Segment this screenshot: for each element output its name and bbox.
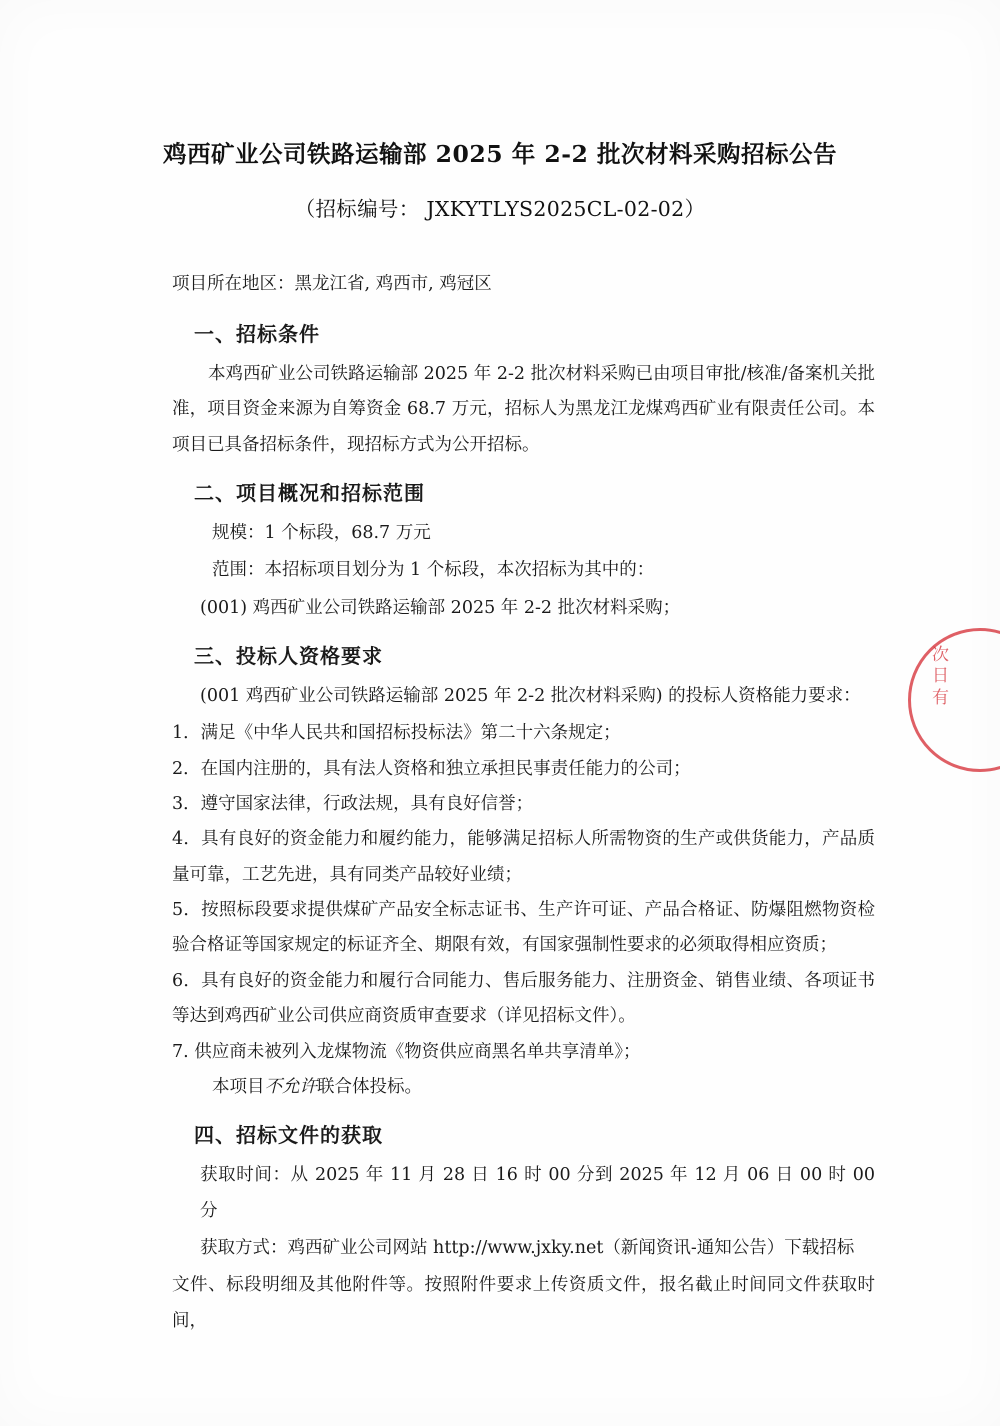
section-heading-four: 四、招标文件的获取 <box>194 1123 383 1148</box>
acquire-time: 获取时间：从 2025 年 11 月 28 日 16 时 00 分到 2025 年 12 月 06 日 00 时 00 分 <box>200 1165 875 1221</box>
list-item: 2．在国内注册的，具有法人资格和独立承担民事责任能力的公司； <box>172 758 691 779</box>
project-scale: 规模：1 个标段，68.7 万元 <box>212 523 431 544</box>
section-heading-two: 二、项目概况和招标范围 <box>194 481 425 506</box>
list-item: 6．具有良好的资金能力和履行合同能力、售后服务能力、注册资金、销售业绩、各项证书等达到鸡西矿业公司供应商资质审查要求（详见招标文件）。 <box>172 970 875 1027</box>
list-item: 1．满足《中华人民共和国招标投标法》第二十六条规定； <box>172 723 621 744</box>
section-heading-three: 三、投标人资格要求 <box>194 644 383 669</box>
acquire-method-line2: 文件、标段明细及其他附件等。按照附件要求上传资质文件，报名截止时间同文件获取时间， <box>172 1275 875 1331</box>
document-body <box>0 270 1000 1339</box>
seal-text-line3: 有 <box>932 687 950 708</box>
list-item: 3．遵守国家法律，行政法规，具有良好信誉； <box>172 794 534 815</box>
joint-bid-prefix: 本项目 <box>212 1076 265 1097</box>
list-item: 5．按照标段要求提供煤矿产品安全标志证书、生产许可证、产品合格证、防爆阻燃物资检验合格证等国家规定的标证齐全、期限有效，有国家强制性要求的必须取得相应资质； <box>172 900 875 956</box>
joint-bid-italic: 不允许 <box>264 1076 317 1097</box>
seal-text-line1: 次 <box>932 645 950 665</box>
list-item: 7. 供应商未被列入龙煤物流《物资供应商黑名单共享清单》； <box>172 1041 641 1062</box>
project-lot: (001) 鸡西矿业公司铁路运输部 2025 年 2-2 批次材料采购； <box>200 597 681 618</box>
seal-text-line2: 日 <box>932 666 950 687</box>
project-scope: 范围：本招标项目划分为 1 个标段，本次招标为其中的： <box>212 560 655 581</box>
joint-bid-statement <box>172 1070 875 1105</box>
bidder-requirement-lead: (001 鸡西矿业公司铁路运输部 2025 年 2-2 批次材料采购) 的投标人资格能力要求： <box>200 686 861 707</box>
joint-bid-suffix: 联合体投标。 <box>317 1076 422 1097</box>
section-one-paragraph: 本鸡西矿业公司铁路运输部 2025 年 2-2 批次材料采购已由项目审批/核准/备案机关批准，项目资金来源为自筹资金 68.7 万元，招标人为黑龙江龙煤鸡西矿业有限责任公司。本项目已具备招标条件，现招标方式为公开招标。 <box>172 364 875 455</box>
tender-number: （招标编号： JXKYTLYS2025CL-02-02） <box>294 197 706 221</box>
section-heading-one: 一、招标条件 <box>194 322 320 346</box>
page-title: 鸡西矿业公司铁路运输部 2025 年 2-2 批次材料采购招标公告 <box>162 140 838 168</box>
acquire-method-line1: 获取方式：鸡西矿业公司网站 http://www.jxky.net（新闻资讯-通知公告）下载招标 <box>200 1237 855 1258</box>
project-region: 项目所在地区：黑龙江省, 鸡西市, 鸡冠区 <box>172 274 492 294</box>
list-item: 4．具有良好的资金能力和履约能力，能够满足招标人所需物资的生产或供货能力，产品质量可靠，工艺先进，具有同类产品较好业绩； <box>172 829 875 885</box>
